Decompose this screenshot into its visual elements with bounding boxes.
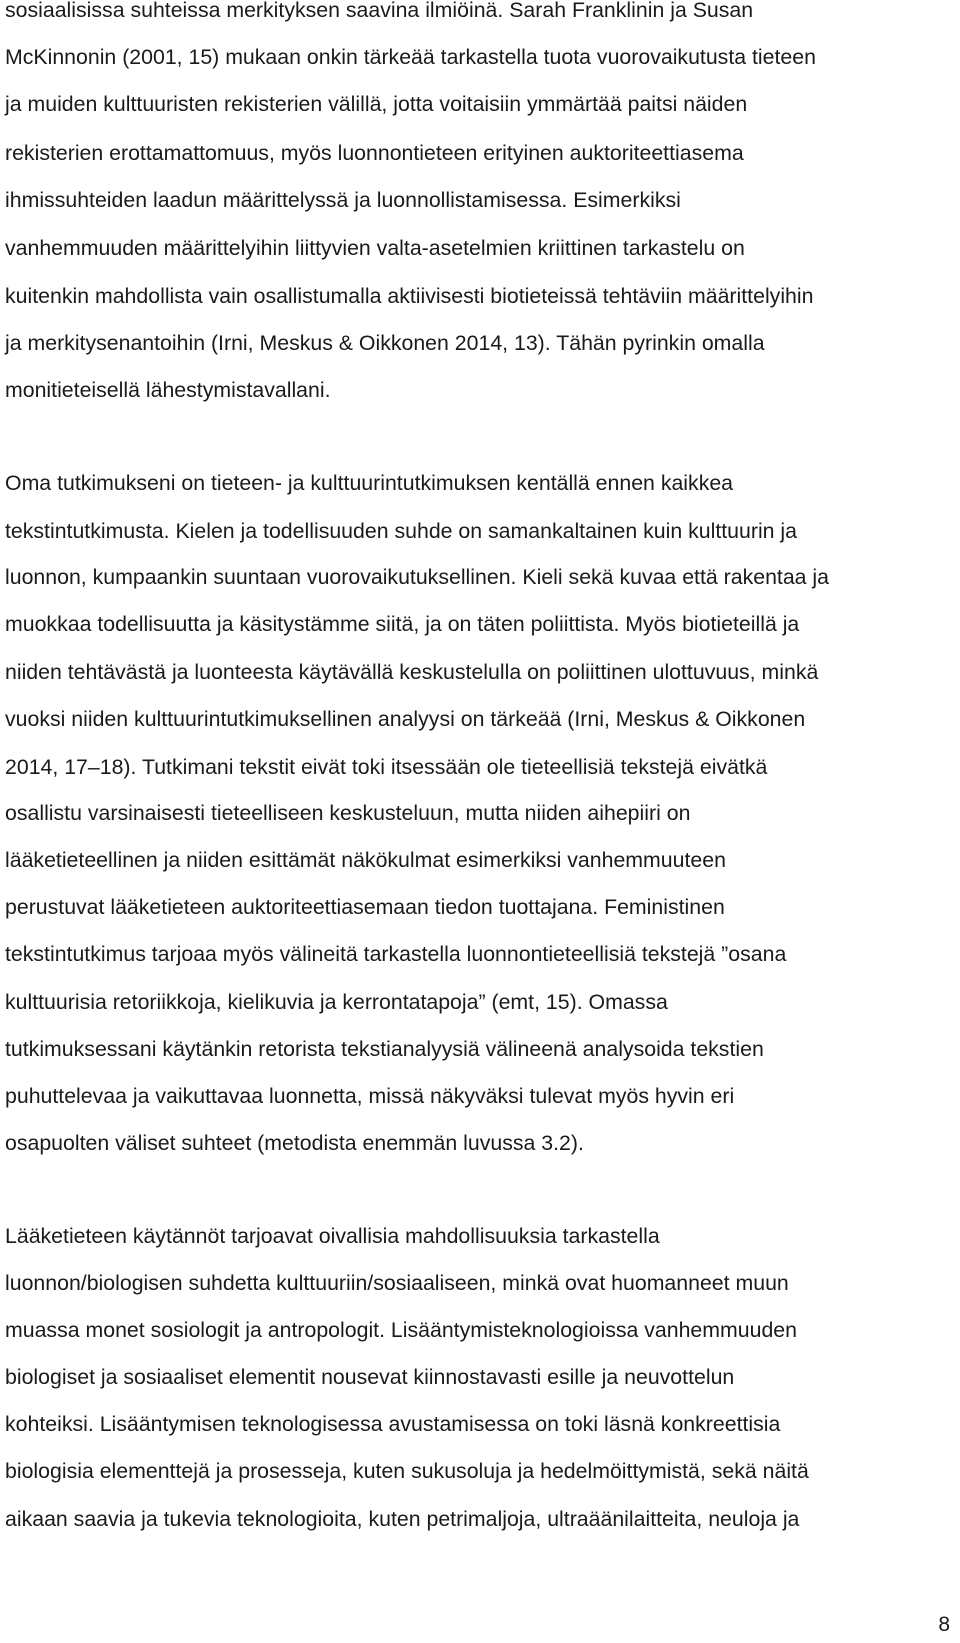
text-line: rekisterien erottamattomuus, myös luonnontieteen erityinen auktoriteettiasema: [5, 141, 744, 165]
text-line: luonnon, kumpaankin suuntaan vuorovaikutuksellinen. Kieli sekä kuvaa että rakentaa ja: [5, 565, 830, 589]
text-line: ihmissuhteiden laadun määrittelyssä ja luonnollistamisessa. Esimerkiksi: [5, 188, 681, 212]
text-line: kohteiksi. Lisääntymisen teknologisessa avustamisessa on toki läsnä konkreettisia: [5, 1412, 781, 1436]
text-line: vanhemmuuden määrittelyihin liittyvien valta-asetelmien kriittinen tarkastelu on: [5, 236, 745, 260]
text-line: osallistu varsinaisesti tieteelliseen keskusteluun, mutta niiden aihepiiri on: [5, 801, 691, 825]
text-line: McKinnonin (2001, 15) mukaan onkin tärkeää tarkastella tuota vuorovaikutusta tieteen: [5, 45, 816, 69]
text-line: 2014, 17–18). Tutkimani tekstit eivät toki itsessään ole tieteellisiä tekstejä eivätkä: [5, 755, 768, 779]
text-line: sosiaalisissa suhteissa merkityksen saavina ilmiöinä. Sarah Franklinin ja Susan: [5, 0, 754, 22]
text-line: perustuvat lääketieteen auktoriteettiasemaan tiedon tuottajana. Feministinen: [5, 895, 725, 919]
text-line: lääketieteellinen ja niiden esittämät näkökulmat esimerkiksi vanhemmuuteen: [5, 848, 726, 872]
text-line: Lääketieteen käytännöt tarjoavat oivallisia mahdollisuuksia tarkastella: [5, 1224, 660, 1248]
text-line: biologisia elementtejä ja prosesseja, kuten sukusoluja ja hedelmöittymistä, sekä näitä: [5, 1459, 809, 1483]
text-line: kuitenkin mahdollista vain osallistumalla aktiivisesti biotieteissä tehtäviin määrittelyihin: [5, 284, 814, 308]
text-line: muassa monet sosiologit ja antropologit. Lisääntymisteknologioissa vanhemmuuden: [5, 1318, 797, 1342]
text-line: osapuolten väliset suhteet (metodista enemmän luvussa 3.2).: [5, 1131, 584, 1155]
text-line: ja merkitysenantoihin (Irni, Meskus & Oikkonen 2014, 13). Tähän pyrinkin omalla: [5, 331, 765, 355]
text-line: vuoksi niiden kulttuurintutkimuksellinen analyysi on tärkeää (Irni, Meskus & Oikkonen: [5, 707, 806, 731]
text-line: ja muiden kulttuuristen rekisterien välillä, jotta voitaisiin ymmärtää paitsi näiden: [5, 92, 748, 116]
text-line: biologiset ja sosiaaliset elementit nousevat kiinnostavasti esille ja neuvottelun: [5, 1365, 735, 1389]
text-line: puhuttelevaa ja vaikuttavaa luonnetta, missä näkyväksi tulevat myös hyvin eri: [5, 1084, 735, 1108]
text-line: Oma tutkimukseni on tieteen- ja kulttuurintutkimuksen kentällä ennen kaikkea: [5, 471, 734, 495]
text-line: luonnon/biologisen suhdetta kulttuuriin/sosiaaliseen, minkä ovat huomanneet muun: [5, 1271, 789, 1295]
text-line: aikaan saavia ja tukevia teknologioita, kuten petrimaljoja, ultraäänilaitteita, neuloja ja: [5, 1507, 800, 1531]
text-line: kulttuurisia retoriikkoja, kielikuvia ja kerrontatapoja” (emt, 15). Omassa: [5, 990, 668, 1014]
text-line: monitieteisellä lähestymistavallani.: [5, 378, 331, 402]
text-line: niiden tehtävästä ja luonteesta käytävällä keskustelulla on poliittinen ulottuvuus, minkä: [5, 660, 819, 684]
text-line: muokkaa todellisuutta ja käsitystämme siitä, ja on täten poliittista. Myös biotieteillä ja: [5, 612, 800, 636]
text-line: tekstintutkimusta. Kielen ja todellisuuden suhde on samankaltainen kuin kulttuurin ja: [5, 519, 798, 543]
text-line: tutkimuksessani käytänkin retorista tekstianalyysiä välineenä analysoida tekstien: [5, 1037, 764, 1061]
text-line: tekstintutkimus tarjoaa myös välineitä tarkastella luonnontieteellisiä tekstejä ”osana: [5, 942, 787, 966]
page-number: 8: [938, 1613, 950, 1636]
